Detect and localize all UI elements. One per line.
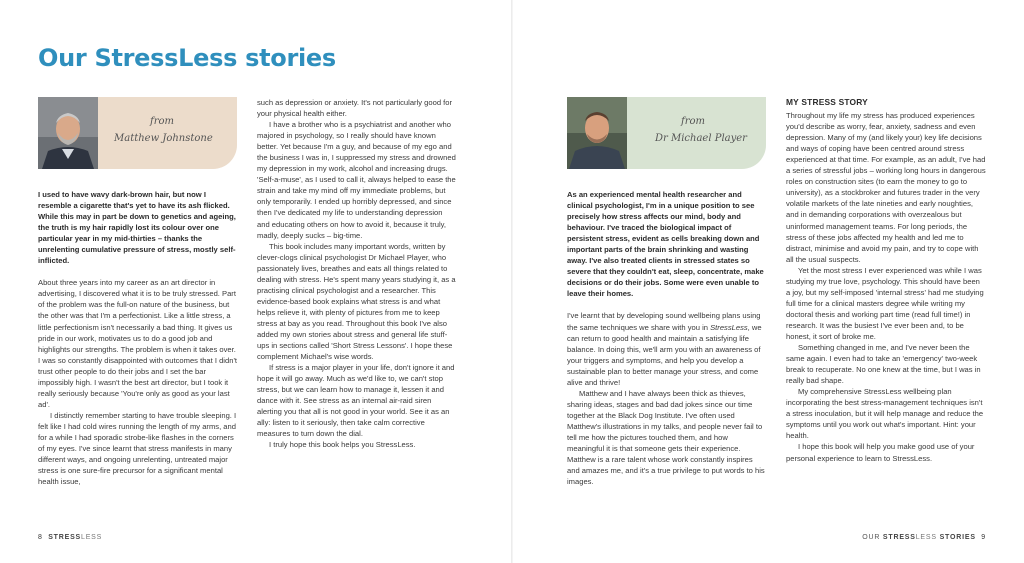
byline-from-label: from — [681, 116, 705, 127]
body-paragraph: such as depression or anxiety. It's not particularly good for your physical health either. — [257, 98, 453, 119]
body-paragraph: I distinctly remember starting to have trouble sleeping. I felt like I had cold wires running the length of my arms, and for a while I had sporadic strobe-like flashes in the corners of my eyes. I've since learnt that stress manifests in many different ways, and ongoing unrelenting, untreated major stress is one sure-fire precursor for a significant mental health issue, — [38, 410, 237, 487]
intro-michael: As an experienced mental health researcher and clinical psychologist, I'm in a unique position to see precisely how stress affects our mind, body and behaviour. I've traced the biological impact of persistent stress, evident as cells breaking down and important parts of the brain shrinking and wasting away. I've also treated clients in stressed states so severe that they couldn't eat, sleep, concentrate, make decisions or do their jobs. Some were even unable to leave their homes. — [567, 190, 764, 299]
book-title-emphasis: StressLess — [710, 322, 748, 332]
body-paragraph: Matthew and I have always been thick as thieves, sharing ideas, stages and bad dad jokes since our time together at the Black Dog Institute. I've often used Matthew's illustrations in my talks, and people never fail to tell me how the pictures touched them, and how meaningful it is that someone gets their experience. Matthew is a rare talent whose work constantly inspires and amazes me, and it's a true privilege to put words to his images. — [567, 388, 765, 487]
body-paragraph: Something changed in me, and I've never been the same again. I even had to take an 'emergency' two-week break to recuperate. No one knew at the time, but I was in really bad shape. — [786, 343, 981, 386]
body-paragraph: If stress is a major player in your life, don't ignore it and hope it will go away. Much as we'd like to, we can't stop stress, but we can learn how to manage it, lessen it and dance with it. See stress as an internal air-raid siren alerting you that all is not good in your world. See it as an ally: listen to it seriously, then take calm corrective measures to turn down the dial. — [257, 363, 455, 439]
page-title: Our StressLess stories — [38, 44, 336, 72]
body-paragraph: Throughout my life my stress has produced experiences you'd describe as worry, fear, anxiety, sadness and even depression. Many of my (and likely your) key life decisions and ways of coping have been centred around stress experienced at that time. For example, as an adult, I've had a series of stressful jobs – working long hours in dangerous roles on construction sites (to earn the money to go to university), as a stockbroker and futures trader in the very volatile markets of the late nineties and early noughties, and in demanding corporations with overzealous but uninformed management teams. For long periods, the stress of these jobs affected my health and led me to distract, minimise and avoid my pain, and try to cope with all the usual suspects. — [786, 111, 986, 264]
body-paragraph: I truly hope this book helps you StressLess. — [269, 440, 416, 450]
byline-michael — [567, 97, 766, 169]
body-text: , we can return to good health and maintain a satisfying life balance. In doing this, we'll arm you with an awareness of your triggers and symptoms, and help you develop a sustainable plan to better manage your stress, and come alive and thrive! — [567, 322, 762, 387]
page-number: 8 — [38, 534, 43, 541]
right-column-1 — [567, 189, 767, 487]
body-paragraph: Yet the most stress I ever experienced was while I was studying my true love, psychology. This should have been a joy, but my self-imposed 'internal stress' had me studying full time for a clinical masters degree while writing my doctoral thesis and working part time (read full time!) in research. It was the busiest I've ever been and, to be honest, it sort of broke me. — [786, 265, 984, 341]
portrait-matthew-johnstone-icon — [38, 97, 98, 169]
footer-brand-bold: STRESS — [48, 534, 82, 541]
page-number: 9 — [981, 534, 986, 541]
byline-matthew — [38, 97, 237, 169]
intro-matthew: I used to have wavy dark-brown hair, but now I resemble a cigarette that's yet to have its ash flicked. While this may in part be down to genetics and ageing, the truth is my hair rapidly lost its colour over one particular year in my mid-thirties – thanks the unrelenting cumulative pressure of stress, mostly self-inflicted. — [38, 190, 236, 266]
byline-name-matthew: Matthew Johnstone — [114, 133, 213, 144]
body-paragraph: This book includes many important words, written by clever-clogs clinical psychologist Dr Michael Player, who passionately lives, breathes and eats all things related to dealing with stress. He's spent many years studying it, as a practising clinical psychologist and a researcher. This evidence-based book explains what stress is and what helps relieve it, with plenty of pictures from me to keep stress at bay as you read. Throughout this book I've also added my own stories about stress and general life stuff-ups in sections called 'Short Stress Lessons'. I hope these complement Michael's wise words. — [257, 241, 456, 362]
byline-name-michael: Dr Michael Player — [655, 133, 747, 144]
footer-pre: OUR — [862, 534, 883, 541]
body-text: I've learnt that by developing sound wellbeing plans using the same techniques we share with you in — [567, 311, 761, 332]
portrait-michael-player-icon — [567, 97, 627, 169]
left-column-1 — [38, 189, 238, 487]
right-column-2 — [786, 97, 986, 464]
right-footer — [862, 534, 986, 541]
page-gutter — [511, 0, 513, 563]
body-paragraph: I hope this book will help you make good use of your personal experience to learn to StressLess. — [786, 442, 975, 463]
body-paragraph: My comprehensive StressLess wellbeing plan incorporating the best stress-management techniques isn't a stress inoculation, but it will help manage and reduce the symptoms until you work out what's important. Hint: your health. — [786, 387, 984, 441]
body-paragraph: About three years into my career as an art director in advertising, I discovered what it is to be truly stressed. Part of the problem was the full-on nature of the business, but the other was that I'm a perfectionist. Like a little stress, a little perfectionism isn't necessarily a bad thing. It gives us pride in our work, motivates us to do a good job and highlights our strengths. The problem is when it takes over. I was so constantly disappointed with outcomes that I didn't trust other people to do their jobs and I set the bar impossibly high. I wasn't the best art director, but I took it really seriously because 'You're only as good as your last ad'. — [38, 278, 237, 409]
left-column-2 — [257, 97, 456, 451]
byline-from-label: from — [150, 116, 174, 127]
left-footer — [38, 534, 102, 541]
body-paragraph — [567, 310, 767, 387]
section-heading: MY STRESS STORY — [786, 97, 868, 107]
footer-brand-light: LESS — [81, 534, 103, 541]
body-paragraph: I have a brother who is a psychiatrist and another who majored in psychology, so I really should have known better. Yet because I'm a guy, and because of my ego and the business I was in, I suppressed my stress and drowned my depression in my work, alcohol and increasing drugs. 'Self-a-muse', as I used to call it, always helped to ease the strain and take my mind off my immediate problems, but only temporarily. I ended up horribly depressed, and since then I've dedicated my life to understanding depression and educating others on how to avoid it, because it truly, madly, deeply sucks – big-time. — [257, 120, 456, 240]
footer-post: STORIES — [936, 534, 976, 541]
footer-brand-bold: STRESS — [882, 534, 916, 541]
footer-brand-light: LESS — [915, 534, 937, 541]
